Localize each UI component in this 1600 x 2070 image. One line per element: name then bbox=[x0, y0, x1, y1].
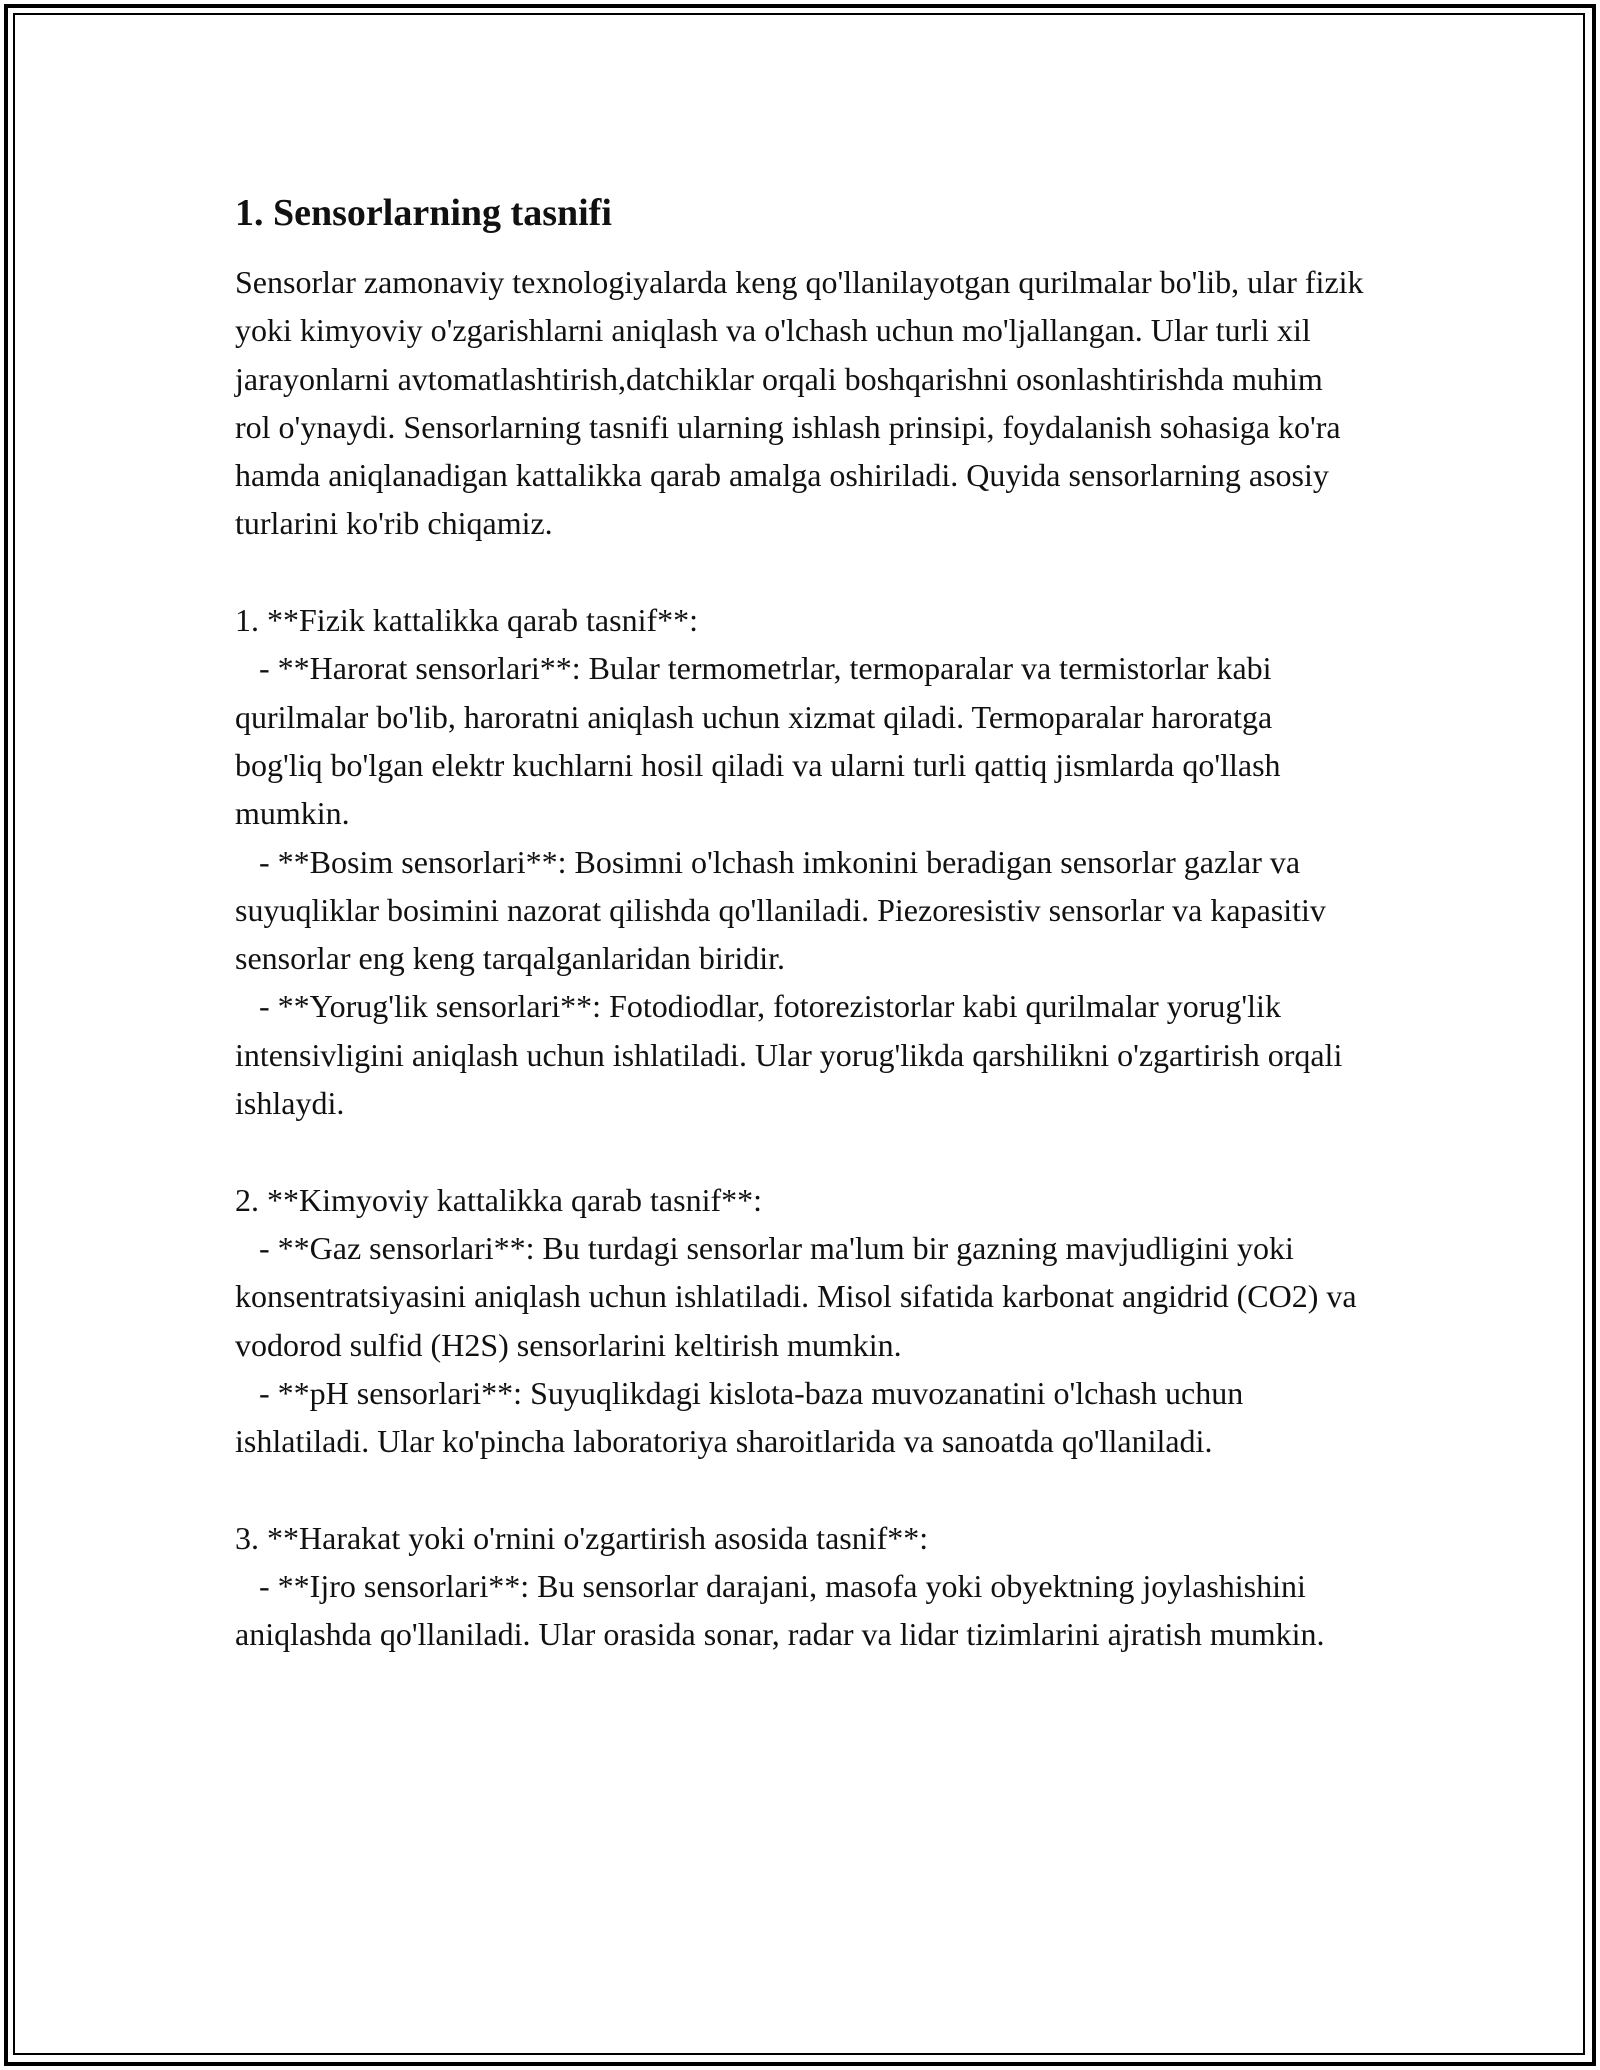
body-text: Sensorlar zamonaviy texnologiyalarda keng qo'llanilayotgan qurilmalar bo'lib, ular fizik yoki kimyoviy o'zgarishlarni aniqlash va o'lchash uchun mo'ljallangan. Ular turli xil jarayonlarni avtomatlashtirish,datchiklar orqali boshqarishni osonlashtirishda muhim rol o'ynaydi. Sensorlarning tasnifi ularning ishlash prinsipi, foydalanish sohasiga ko'ra hamda aniqlanadigan kattalikka qarab amalga oshiriladi. Quyida sensorlarning asosiy turlarini ko'rib chiqamiz. 1. **Fizik kattalikka qarab tasnif**: - **Harorat sensorlari**: Bular termometrlar, termoparalar va termistorlar kabi qurilmalar bo'lib, haroratni aniqlash uchun xizmat qiladi. Termoparalar haroratga bog'liq bo'lgan elektr kuchlarni hosil qiladi va ularni turli qattiq jismlarda qo'llash mumkin. - **Bosim sensorlari**: Bosimni o'lchash imkonini beradigan sensorlar gazlar va suyuqliklar bosimini nazorat qilishda qo'llaniladi. Piezoresistiv sensorlar va kapasitiv sensorlar eng keng tarqalganlaridan biridir. - **Yorug'lik sensorlari**: Fotodiodlar, fotorezistorlar kabi qurilmalar yorug'lik intensivligini aniqlash uchun ishlatiladi. Ular yorug'likda qarshilikni o'zgartirish orqali ishlaydi. 2. **Kimyoviy kattalikka qarab tasnif**: - **Gaz sensorlari**: Bu turdagi sensorlar ma'lum bir gazning mavjudligini yoki konsentratsiyasini aniqlash uchun ishlatiladi. Misol sifatida karbonat angidrid (CO2) va vodorod sulfid (H2S) sensorlarini keltirish mumkin. - **pH sensorlari**: Suyuqlikdagi kislota-baza muvozanatini o'lchash uchun ishlatiladi. Ular ko'pincha laboratoriya sharoitlarida va sanoatda qo'llaniladi. 3. **Harakat yoki o'rnini o'zgartirish asosida tasnif**: - **Ijro sensorlari**: Bu sensorlar darajani, masofa yoki obyektning joylashishini aniqlashda qo'llaniladi. Ular orasida sonar, radar va lidar tizimlarini ajratish mumkin. bbox=[235, 264, 1364, 1653]
section-heading: 1. Sensorlarning tasnifi bbox=[235, 192, 612, 234]
document-content bbox=[235, 188, 1365, 1659]
